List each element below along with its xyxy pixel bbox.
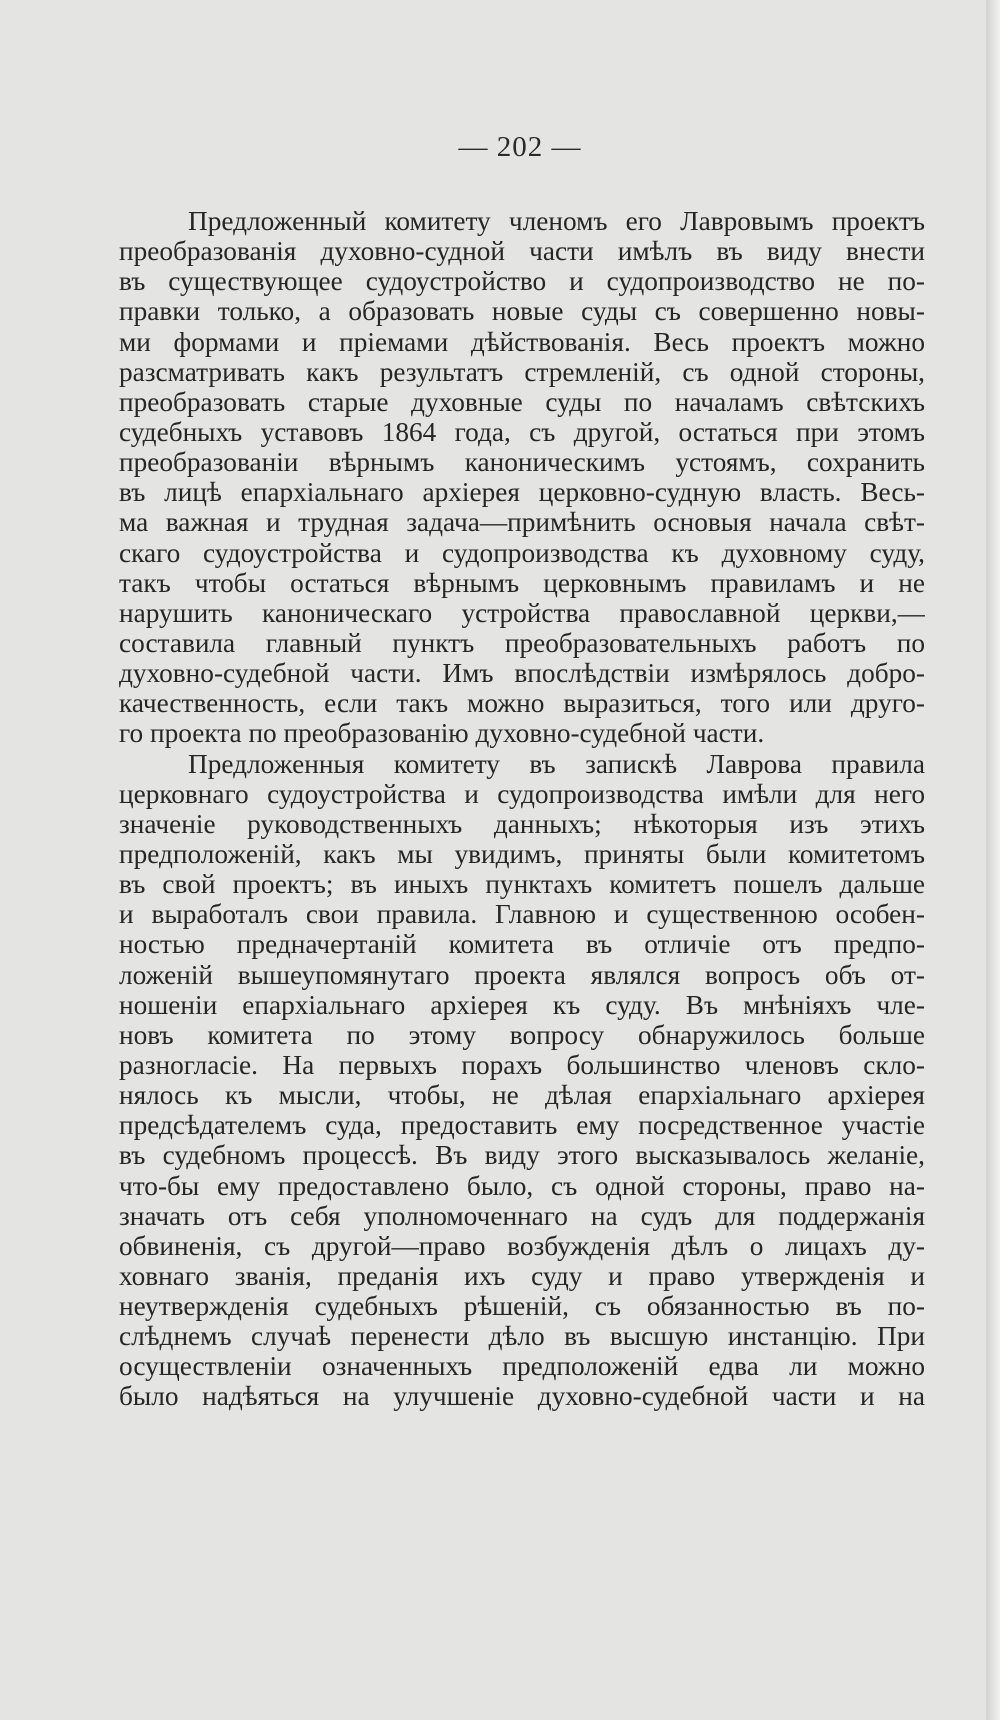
text-line: церковнаго судоустройства и судопроизводства имѣли для него	[119, 778, 925, 809]
text-line: судебныхъ уставовъ 1864 года, съ другой, остаться при этомъ	[119, 416, 925, 447]
text-line: го проекта по преобразованію духовно-судебной части.	[119, 718, 765, 749]
text-line: было надѣяться на улучшеніе духовно-судебной части и на	[119, 1381, 925, 1412]
text-line: ховнаго званія, преданія ихъ суду и право утвержденія и	[119, 1260, 925, 1291]
text-line: преобразованіи вѣрнымъ каноническимъ устоямъ, сохранить	[119, 447, 925, 478]
text-line: разногласіе. На первыхъ порахъ большинство членовъ скло-	[119, 1049, 925, 1080]
text-line: ми формами и пріемами дѣйствованія. Весь проектъ можно	[119, 326, 925, 357]
page-edge	[986, 0, 1000, 1720]
text-line: неутвержденія судебныхъ рѣшеній, съ обязанностью въ по-	[119, 1291, 925, 1322]
text-line: духовно-судебной части. Имъ впослѣдствіи измѣрялось добро-	[119, 658, 925, 689]
text-line: разсматривать какъ результатъ стремленій, съ одной стороны,	[119, 356, 925, 387]
text-line: что-бы ему предоставлено было, съ одной стороны, право на-	[119, 1170, 925, 1201]
text-line: новъ комитета по этому вопросу обнаружилось больше	[119, 1019, 925, 1050]
paragraph	[119, 206, 925, 749]
text-line: правки только, а образовать новые суды съ совершенно новы-	[119, 296, 925, 327]
text-line: ма важная и трудная задача—примѣнить основыя начала свѣт-	[119, 507, 925, 538]
text-line: ностью предначертаній комитета въ отличіе отъ предпо-	[119, 929, 925, 960]
text-line: нялось къ мысли, чтобы, не дѣлая епархіальнаго архіерея	[119, 1080, 925, 1111]
text-line: осуществленіи означенныхъ предположеній едва ли можно	[119, 1351, 925, 1382]
page-number: — 202 —	[458, 131, 582, 163]
text-line: нарушить каноническаго устройства православной церкви,—	[119, 597, 925, 628]
text-line: преобразованія духовно-судной части имѣлъ въ виду внести	[119, 236, 925, 267]
text-line: въ существующее судоустройство и судопроизводство не по-	[119, 266, 925, 297]
text-line: въ лицѣ епархіальнаго архіерея церковно-судную власть. Весь-	[119, 477, 925, 508]
text-line: въ судебномъ процессѣ. Въ виду этого высказывалось желаніе,	[119, 1140, 925, 1171]
text-line: составила главный пунктъ преобразовательныхъ работъ по	[119, 627, 925, 658]
text-line: такъ чтобы остаться вѣрнымъ церковнымъ правиламъ и не	[119, 567, 925, 598]
text-line: въ свой проектъ; въ иныхъ пунктахъ комитетъ пошелъ дальше	[119, 869, 925, 900]
text-line: предсѣдателемъ суда, предоставить ему посредственное участіе	[119, 1110, 925, 1141]
text-line: значать отъ себя уполномоченнаго на судъ для поддержанія	[119, 1200, 925, 1231]
text-line: слѣднемъ случаѣ перенести дѣло въ высшую инстанцію. При	[119, 1321, 925, 1352]
text-line: преобразовать старые духовные суды по началамъ свѣтскихъ	[119, 386, 925, 417]
text-line: Предложенныя комитету въ запискѣ Лаврова правила	[188, 748, 925, 779]
text-line: ношеніи епархіальнаго архіерея къ суду. Въ мнѣніяхъ чле-	[119, 989, 925, 1020]
body-text	[119, 206, 925, 1412]
text-line: обвиненія, съ другой—право возбужденія дѣлъ о лицахъ ду-	[119, 1230, 925, 1261]
paragraph	[119, 749, 925, 1412]
text-line: скаго судоустройства и судопроизводства къ духовному суду,	[119, 537, 925, 568]
text-line: ложеній вышеупомянутаго проекта являлся вопросъ объ от-	[119, 959, 925, 990]
text-line: предположеній, какъ мы увидимъ, приняты были комитетомъ	[119, 838, 925, 869]
text-line: качественность, если такъ можно выразиться, того или друго-	[119, 688, 925, 719]
text-line: и выработалъ свои правила. Главною и существенною особен-	[119, 899, 925, 930]
text-line: значеніе руководственныхъ данныхъ; нѣкоторыя изъ этихъ	[119, 808, 925, 839]
text-line: Предложенный комитету членомъ его Лавровымъ проектъ	[188, 206, 925, 236]
